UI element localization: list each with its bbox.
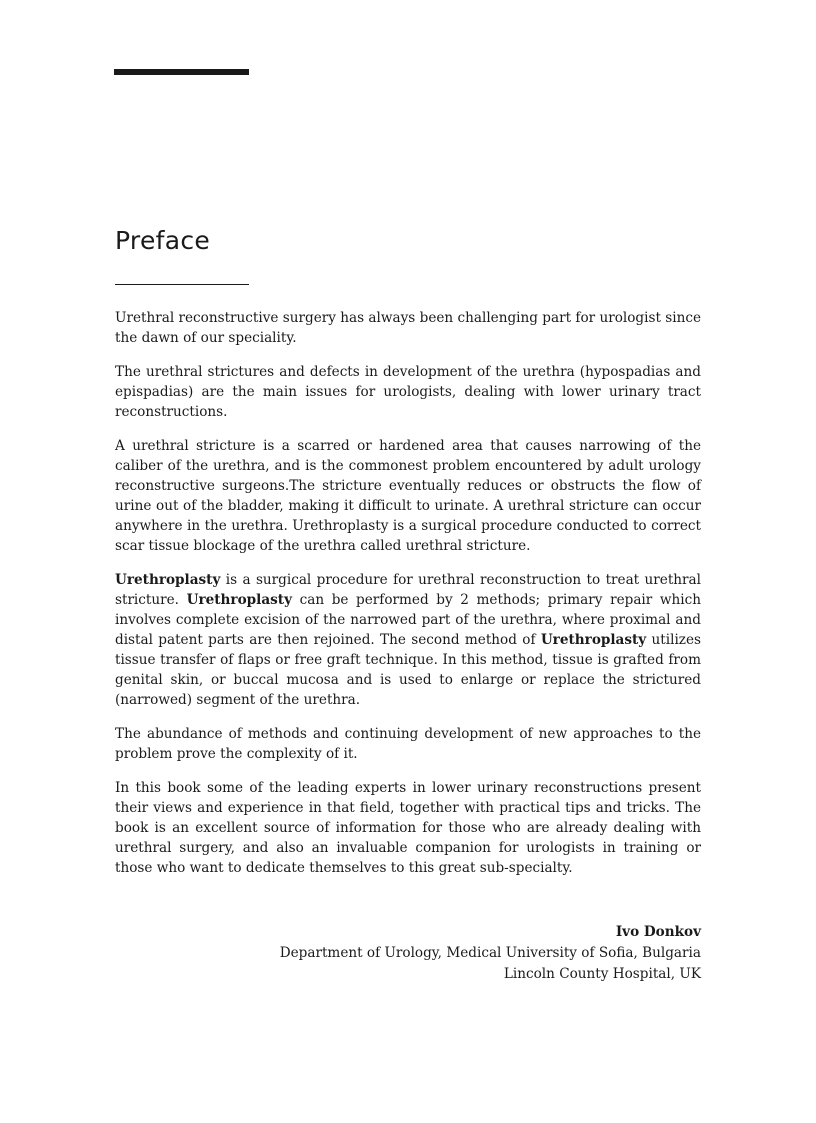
paragraph-4-text: can be performed by 2 methods; primary repair which involves complete excision of the narrowed part of the urethra, where proximal and distal patent parts are then rejoined. The second method of — [115, 592, 701, 648]
page-title: Preface — [115, 226, 211, 255]
term-urethroplasty: Urethroplasty — [115, 572, 221, 588]
paragraph-4 — [115, 570, 701, 710]
paragraph-5: The abundance of methods and continuing development of new approaches to the problem prove the complexity of it. — [115, 726, 701, 762]
paragraph-4-text: utilizes tissue transfer of flaps or free graft technique. In this method, tissue is grafted from genital skin, or buccal mucosa and is used to enlarge or replace the strictured (narrowed) segment of the urethra. — [115, 632, 701, 708]
author-affiliation: Lincoln County Hospital, UK — [503, 966, 701, 982]
paragraph-3: A urethral stricture is a scarred or hardened area that causes narrowing of the caliber of the urethra, and is the commonest problem encountered by adult urology reconstructive surgeons.The stricture eventually reduces or obstructs the flow of urine out of the bladder, making it difficult to urinate. A urethral stricture can occur anywhere in the urethra. Urethroplasty is a surgical procedure conducted to correct scar tissue blockage of the urethra called urethral stricture. — [115, 438, 701, 554]
author-name: Ivo Donkov — [615, 924, 701, 940]
paragraph-1: Urethral reconstructive surgery has always been challenging part for urologist since the dawn of our speciality. — [115, 310, 701, 346]
author-affiliation: Department of Urology, Medical University of Sofia, Bulgaria — [279, 945, 701, 961]
paragraph-2: The urethral strictures and defects in development of the urethra (hypospadias and epispadias) are the main issues for urologists, dealing with lower urinary tract reconstructions. — [115, 364, 701, 420]
preface-body — [115, 308, 701, 892]
paragraph-4-text: is a surgical procedure for urethral reconstruction to treat urethral stricture. — [115, 572, 701, 608]
title-underline — [115, 284, 249, 285]
term-urethroplasty: Urethroplasty — [186, 592, 292, 608]
paragraph-6: In this book some of the leading experts in lower urinary reconstructions present their views and experience in that field, together with practical tips and tricks. The book is an excellent source of information for those who are already dealing with urethral surgery, and also an invaluable companion for urologists in training or those who want to dedicate themselves to this great sub-specialty. — [115, 780, 701, 876]
header-rule — [114, 69, 249, 75]
term-urethroplasty: Urethroplasty — [540, 632, 647, 648]
signature-block — [115, 922, 701, 985]
